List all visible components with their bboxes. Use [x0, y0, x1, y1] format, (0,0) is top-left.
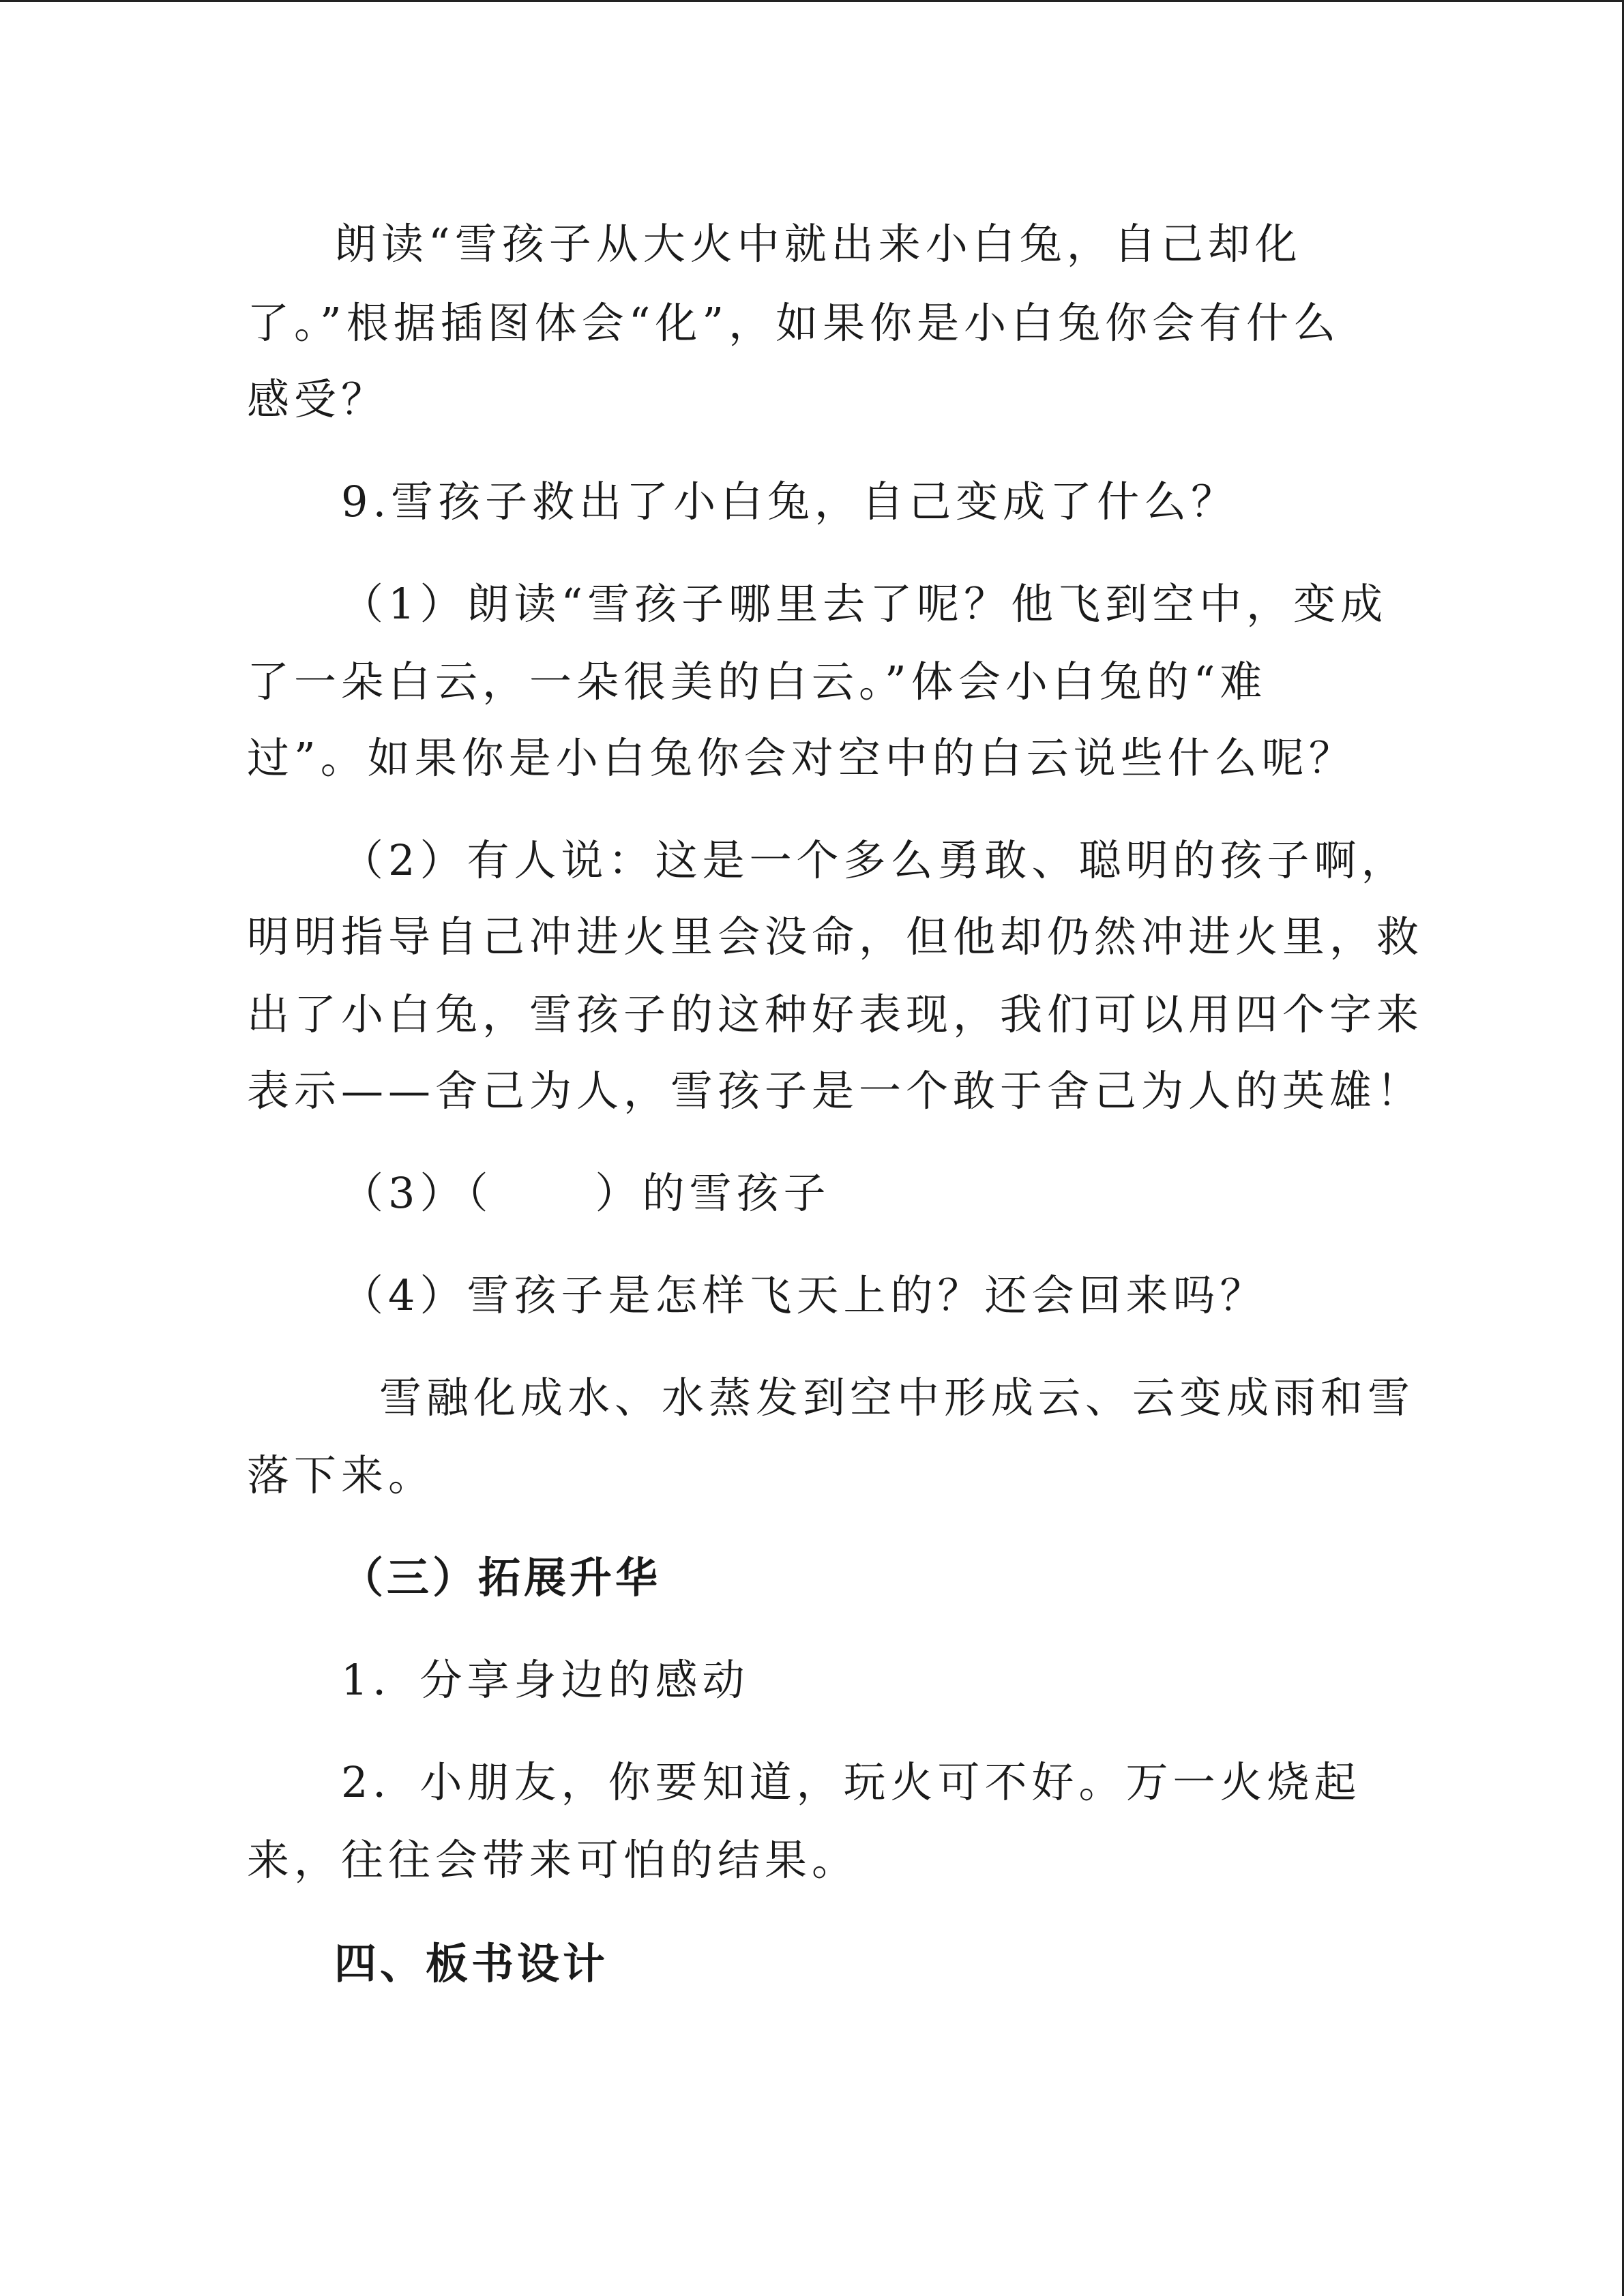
paragraph-line: 雪融化成水、水蒸发到空中形成云、云变成雨和雪	[379, 1373, 1415, 1422]
section-heading: 四、板书设计	[334, 1939, 609, 1988]
fill-in-blank-line	[341, 1168, 831, 1218]
paragraph-line: 来，往往会带来可怕的结果。	[247, 1835, 859, 1885]
blank-prefix: （3）（	[341, 1168, 493, 1218]
paragraph-line: 了。”根据插图体会“化”，如果你是小白兔你会有什么	[247, 298, 1341, 348]
paragraph-line: 感受？	[247, 374, 389, 424]
paragraph-line: （2）有人说：这是一个多么勇敢、聪明的孩子啊，	[341, 835, 1408, 885]
paragraph-line: （4）雪孩子是怎样飞天上的？还会回来吗？	[341, 1270, 1267, 1320]
paragraph-line: 表示——舍己为人，雪孩子是一个敢于舍己为人的英雄！	[247, 1066, 1424, 1116]
paragraph-line: 出了小白兔，雪孩子的这种好表现，我们可以用四个字来	[247, 989, 1424, 1039]
paragraph-line: 明明指导自己冲进火里会没命，但他却仍然冲进火里，救	[247, 912, 1424, 961]
paragraph-line: 2．小朋友，你要知道，玩火可不好。万一火烧起	[341, 1757, 1361, 1807]
paragraph-line: 落下来。	[247, 1450, 436, 1500]
section-heading: （三）拓展升华	[341, 1553, 662, 1602]
paragraph-line: 过”。如果你是小白兔你会对空中的白云说些什么呢？	[247, 733, 1356, 783]
paragraph-line: 了一朵白云，一朵很美的白云。”体会小白兔的“难	[247, 657, 1267, 706]
paragraph-line: 1．分享身边的感动	[341, 1655, 750, 1705]
paragraph-line: 朗读“雪孩子从大火中就出来小白兔，自己却化	[334, 219, 1302, 269]
paragraph-line: 9.雪孩子救出了小白兔，自己变成了什么？	[341, 477, 1239, 526]
paragraph-line: （1）朗读“雪孩子哪里去了呢？他飞到空中，变成	[341, 579, 1388, 629]
blank-suffix: ）的雪孩子	[595, 1168, 831, 1218]
